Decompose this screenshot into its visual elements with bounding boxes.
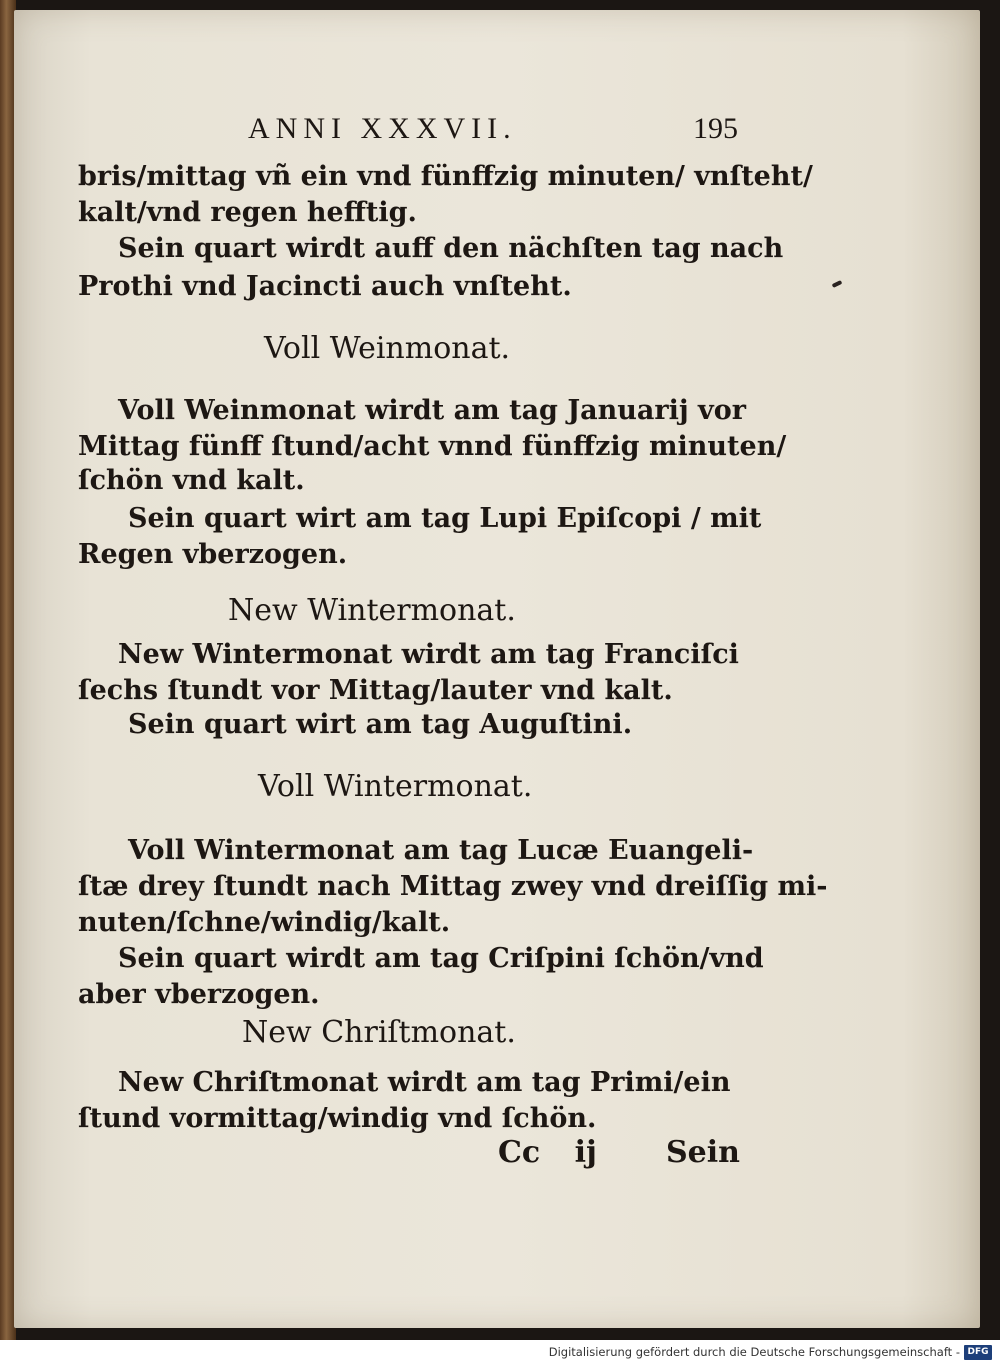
catchword: Sein (666, 1135, 740, 1170)
text-line: Prothi vnd Jacincti auch vnſteht. (78, 271, 572, 302)
dfg-logo: DFG (964, 1345, 992, 1360)
text-line: Regen vberzogen. (78, 539, 348, 570)
page-number: 195 (693, 112, 738, 145)
section-heading: Voll Wintermonat. (258, 769, 533, 804)
text-line: ſtæ drey ſtundt nach Mittag zwey vnd dreiſſig mi- (78, 871, 828, 902)
section-heading: New Wintermonat. (228, 593, 516, 628)
text-line: Sein quart wirdt am tag Criſpini ſchön/vnd (118, 943, 764, 974)
text-line: kalt/vnd regen hefftig. (78, 197, 417, 228)
footer-bar (0, 1340, 1000, 1367)
text-line: ſchön vnd kalt. (78, 465, 305, 496)
text-line: Voll Weinmonat wirdt am tag Januarij vor (118, 395, 746, 426)
text-line: Sein quart wirt am tag Lupi Epiſcopi / mit (128, 503, 762, 534)
text-line: New Wintermonat wirdt am tag Franciſci (118, 639, 739, 670)
running-title: ANNI XXXVII. (248, 112, 517, 145)
text-line: Voll Wintermonat am tag Lucæ Euangeli- (128, 835, 754, 866)
funding-credit: Digitalisierung gefördert durch die Deutsche Forschungsgemeinschaft - (548, 1345, 960, 1359)
text-line: nuten/ſchne/windig/kalt. (78, 907, 451, 938)
text-line: ſtund vormittag/windig vnd ſchön. (78, 1103, 597, 1134)
section-heading: Voll Weinmonat. (264, 331, 511, 366)
text-line: bris/mittag vñ ein vnd fünffzig minuten/ vnſteht/ (78, 161, 813, 192)
text-line: Sein quart wirdt auff den nächſten tag nach (118, 233, 784, 264)
signature-mark: Cc ij (498, 1135, 597, 1170)
text-line: Sein quart wirt am tag Auguſtini. (128, 709, 633, 740)
text-line: ſechs ſtundt vor Mittag/lauter vnd kalt. (78, 675, 673, 706)
running-header (248, 112, 748, 156)
text-line: aber vberzogen. (78, 979, 320, 1010)
section-heading: New Chriſtmonat. (242, 1015, 516, 1050)
text-line: New Chriſtmonat wirdt am tag Primi/ein (118, 1067, 731, 1098)
text-line: Mittag fünff ſtund/acht vnnd fünffzig minuten/ (78, 431, 787, 462)
